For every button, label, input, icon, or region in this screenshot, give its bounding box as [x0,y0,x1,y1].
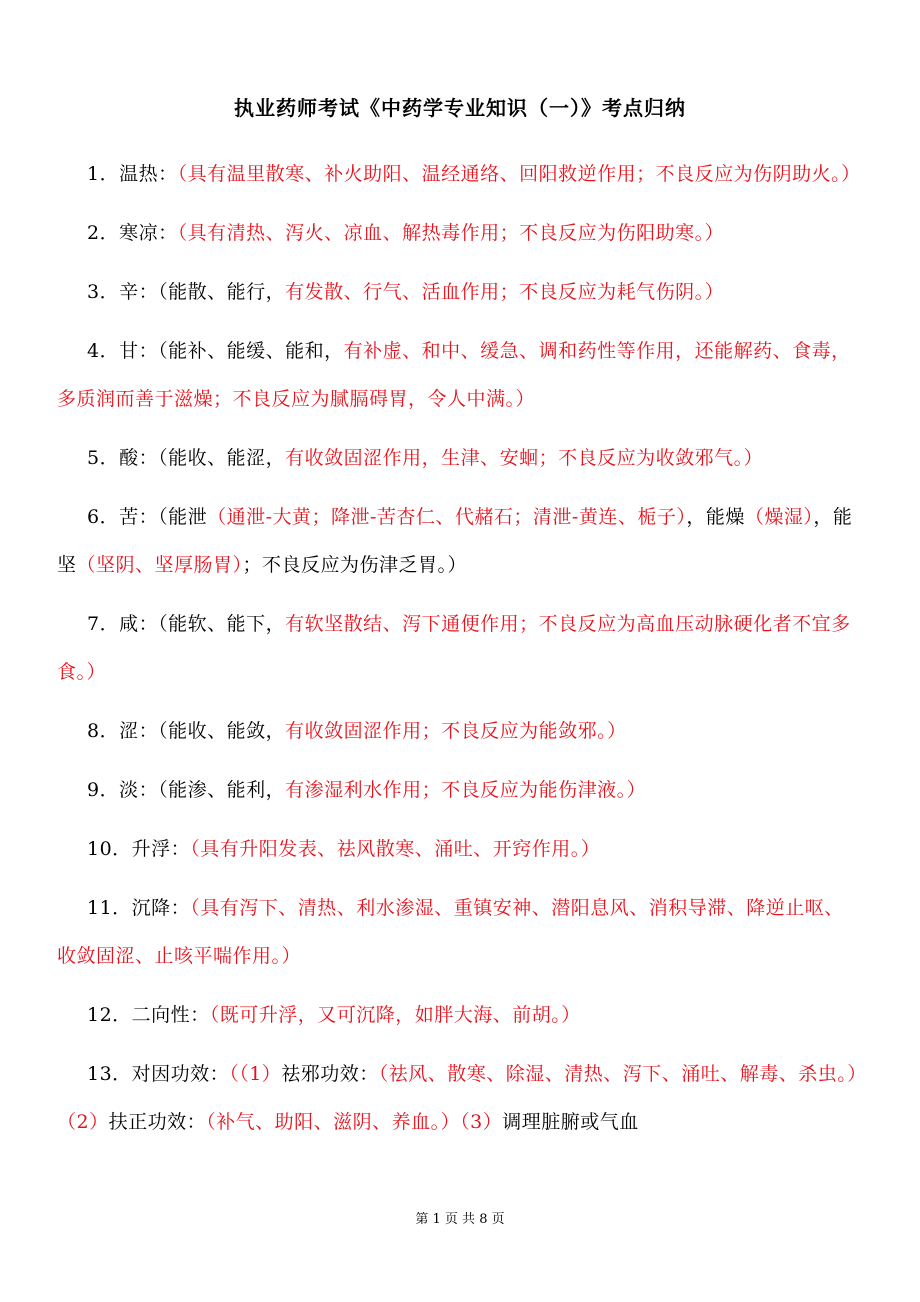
item-text: 扶正功效： [108,1111,207,1133]
list-item [57,268,863,316]
highlighted-text: 有收敛固涩作用；不良反应为能敛邪。） [285,720,627,742]
list-item [57,434,863,482]
highlighted-text: 有发散、行气、活血作用；不良反应为耗气伤阴。） [285,281,725,303]
item-text: 13．对因功效： [87,1063,230,1085]
item-text: 9．淡：（能渗、能利， [87,779,286,801]
item-text: 11．沉降： [87,897,191,919]
item-text: 4．甘：（能补、能缓、能和， [87,340,344,362]
list-item [57,766,863,814]
highlighted-text: （具有泻下、清热、利水渗湿、重镇安神、潜阳息风、消积导滞、降逆止呕、收敛固涩、止咳平喘作用。） [57,897,844,967]
item-text: 10．升浮： [87,838,191,860]
highlighted-text: （具有升阳发表、祛风散寒、涌吐、开窍作用。） [190,838,601,860]
highlighted-text: （具有温里散寒、补火助阳、温经通络、回阳救逆作用；不良反应为伤阴助火。） [177,163,861,185]
list-item [57,1050,863,1146]
item-text: 3．辛：（能散、能行， [87,281,286,303]
page-footer: 第 1 页 共 8 页 [415,1212,505,1227]
highlighted-text: （坚阴、坚厚肠胃） [76,554,243,576]
list-item [57,884,863,980]
list-item [57,209,863,257]
item-text: ；不良反应为伤津乏胃。） [242,554,468,576]
item-text: 7．咸：（能软、能下， [87,613,286,635]
highlighted-text: （具有清热、泻火、凉血、解热毒作用；不良反应为伤阳助寒。） [177,222,725,244]
list-item [57,493,863,589]
list-item [57,991,863,1039]
highlighted-text: 有渗湿利水作用；不良反应为能伤津液。） [285,779,647,801]
highlighted-text: （祛风、散寒、除湿、清热、泻下、涌吐、解毒、杀虫。）（2） [57,1063,858,1133]
highlighted-text: （补气、助阳、滋阴、养血。）（3） [206,1111,503,1133]
highlighted-text: （燥湿） [744,506,814,528]
list-item [57,600,863,696]
highlighted-text: （（1） [229,1063,282,1085]
item-text: 5．酸：（能收、能涩， [87,447,286,469]
item-text: ，能坚 [57,506,853,576]
item-text: 6．苦：（能泄 [87,506,208,528]
page-title: 执业药师考试《中药学专业知识（一）》考点归纳 [234,96,686,120]
list-item [57,327,863,423]
item-text: 12．二向性： [87,1004,210,1026]
item-text: 1．温热： [87,163,178,185]
highlighted-text: （通泄-大黄；降泄-苦杏仁、代赭石；清泄-黄连、栀子） [207,506,687,528]
item-text: 8．涩：（能收、能敛， [87,720,286,742]
item-list [57,150,863,1157]
list-item [57,707,863,755]
item-text: 调理脏腑或气血 [502,1111,639,1133]
list-item [57,825,863,873]
highlighted-text: 有补虚、和中、缓急、调和药性等作用，还能解药、食毒，多质润而善于滋燥；不良反应为腻膈碍胃，令人中满。） [57,340,851,410]
highlighted-text: 有软坚散结、泻下通便作用；不良反应为高血压动脉硬化者不宜多食。） [57,613,851,683]
highlighted-text: （既可升浮，又可沉降，如胖大海、前胡。） [209,1004,581,1026]
item-text: 祛邪功效： [281,1063,379,1085]
item-text: ，能燥 [686,506,745,528]
list-item [57,150,863,198]
highlighted-text: 有收敛固涩作用，生津、安蛔；不良反应为收敛邪气。） [285,447,764,469]
item-text: 2．寒凉： [87,222,178,244]
